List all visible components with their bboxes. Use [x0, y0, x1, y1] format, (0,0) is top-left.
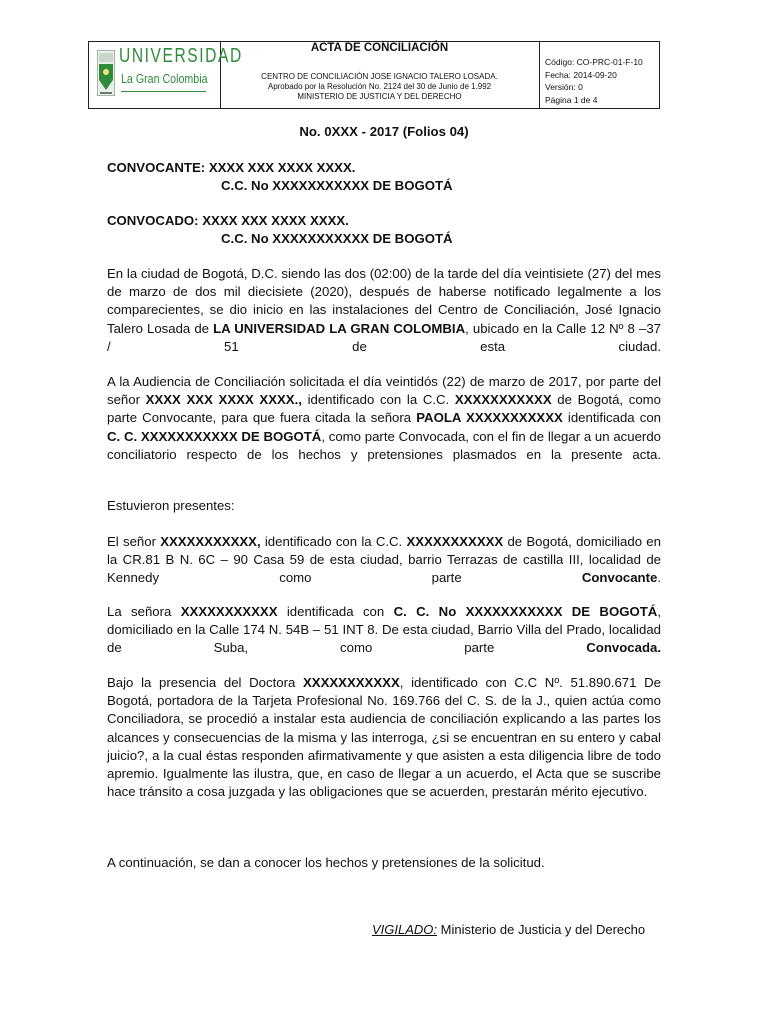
- text-bold: C. C. No XXXXXXXXXXX DE BOGOTÁ: [393, 604, 658, 619]
- text-segment: La señora: [107, 604, 181, 619]
- text-bold: XXXXXXXXXXX: [180, 604, 278, 619]
- paragraph-presentes: Estuvieron presentes:: [107, 498, 235, 513]
- text-bold: LA UNIVERSIDAD LA GRAN COLOMBIA: [213, 320, 466, 336]
- convocante-block: [107, 159, 661, 195]
- doc-version: Versión: 0: [545, 82, 583, 92]
- vigilado-label: VIGILADO:: [372, 922, 438, 937]
- paragraph-opening: [107, 265, 661, 356]
- text-bold: Convocada.: [586, 640, 661, 656]
- text-segment: Bajo la presencia del Doctora: [107, 675, 303, 690]
- header-center-line: CENTRO DE CONCILIACIÓN JOSE IGNACIO TALERO LOSADA.: [261, 72, 498, 81]
- page-number: Página 1 de 4: [545, 94, 598, 105]
- text-segment: identificado con la C.C.: [301, 392, 455, 408]
- text-segment: .: [657, 570, 661, 586]
- text-segment: de Bogotá, como parte Convocante, para que fuera citada la señora: [107, 392, 661, 426]
- convocante-name: CONVOCANTE: XXXX XXX XXXX XXXX.: [107, 160, 356, 175]
- paragraph-continuacion: A continuación, se dan a conocer los hechos y pretensiones de la solicitud.: [107, 855, 545, 870]
- text-bold: XXXXXXXXXXX,: [160, 534, 261, 549]
- document-header: [88, 41, 660, 109]
- text-bold: XXXXXXXXXXX: [406, 534, 504, 549]
- header-center-line: Aprobado por la Resolución No. 2124 del 30 de Junio de 1.992: [267, 82, 492, 91]
- convocado-name: CONVOCADO: XXXX XXX XXXX XXXX.: [107, 213, 349, 228]
- text-segment: identificada con: [562, 410, 661, 426]
- text-segment: El señor: [107, 534, 161, 549]
- footer-vigilado: [372, 922, 645, 937]
- logo-underline: [121, 91, 206, 92]
- university-logo: [89, 42, 243, 108]
- text-bold: PAOLA XXXXXXXXXXX: [416, 410, 563, 426]
- text-segment: , domiciliado en la Calle 174 N. 54B – 51 INT 8. De esta ciudad, Barrio Villa del Prado, localidad de Suba, como parte: [107, 604, 661, 656]
- text-segment: de Bogotá, domiciliado en la CR.81 B N. 6C – 90 Casa 59 de esta ciudad, barrio Terrazas de castilla III, localidad de Kennedy como parte: [107, 534, 661, 586]
- convocante-id: C.C. No XXXXXXXXXXX DE BOGOTÁ: [221, 178, 453, 194]
- text-bold: Convocante: [581, 570, 658, 586]
- document-number: No. 0XXX - 2017 (Folios 04): [299, 124, 469, 139]
- header-title: ACTA DE CONCILIACIÓN: [310, 42, 449, 54]
- header-center-text: [220, 72, 539, 102]
- shield-icon: [97, 50, 115, 96]
- convocado-id: C.C. No XXXXXXXXXXX DE BOGOTÁ: [221, 231, 453, 247]
- text-segment: A la Audiencia de Conciliación solicitada el día veintidós (22) de marzo de 2017, por parte del señor: [107, 374, 661, 408]
- text-bold: XXXXXXXXXXX: [454, 392, 552, 408]
- text-segment: En la ciudad de Bogotá, D.C. siendo las dos (02:00) de la tarde del día veintisiete (27) del mes de marzo de dos mil diecisiete (2020), después de haberse notificado legalmente a los comparecientes, se dio inicio en las instalaciones del Centro de Conciliación, José Ignacio Talero Losada de: [107, 266, 661, 336]
- convocado-block: [107, 212, 661, 248]
- text-bold: C. C. XXXXXXXXXXX DE BOGOTÁ: [107, 428, 322, 444]
- logo-subtitle: La Gran Colombia: [121, 71, 208, 86]
- paragraph-convocada: [107, 603, 661, 658]
- text-segment: , identificado con C.C Nº. 51.890.671 De Bogotá, portadora de la Tarjeta Profesional No. 169.766 del C. S. de la J., quien actúa como Conciliadora, se procedió a instalar esta audiencia de conciliación explicando a las partes los alcances y consecuencias de la misma y las interroga, ¿si se encuentran en su entero y cabal juicio?, a la cual éstas responden afirmativamente y que asisten a esta diligencia libre de todo apremio. Igualmente las ilustra, que, en caso de llegar a un acuerdo, el Acta que se suscribe hace tránsito a cosa juzgada y las obligaciones que se acuerden, prestarán mérito ejecutivo.: [107, 675, 662, 800]
- doc-date: Fecha: 2014-09-20: [545, 69, 617, 80]
- text-segment: , ubicado en la Calle 12 Nº 8 –37 / 51 de esta ciudad.: [107, 320, 661, 354]
- text-bold: XXXXXXXXXXX: [302, 675, 400, 690]
- doc-code: Código: CO-PRC-01-F-10: [545, 57, 643, 67]
- paragraph-convocante: [107, 533, 661, 588]
- header-center-line: MINISTERIO DE JUSTICIA Y DEL DERECHO: [297, 92, 462, 101]
- vigilado-text: Ministerio de Justicia y del Derecho: [437, 922, 646, 937]
- text-bold: XXXX XXX XXXX XXXX.,: [145, 392, 302, 408]
- paragraph-audiencia: [107, 373, 661, 464]
- header-metadata: [539, 42, 660, 108]
- text-segment: identificado con la C.C.: [260, 534, 407, 549]
- paragraph-conciliadora: [107, 674, 661, 801]
- logo-wordmark: UNIVERSIDAD: [119, 45, 243, 67]
- text-segment: identificada con: [277, 604, 394, 619]
- text-segment: , como parte Convocada, con el fin de llegar a un acuerdo conciliatorio respecto de los hechos y pretensiones plasmados en la presente acta.: [107, 428, 661, 462]
